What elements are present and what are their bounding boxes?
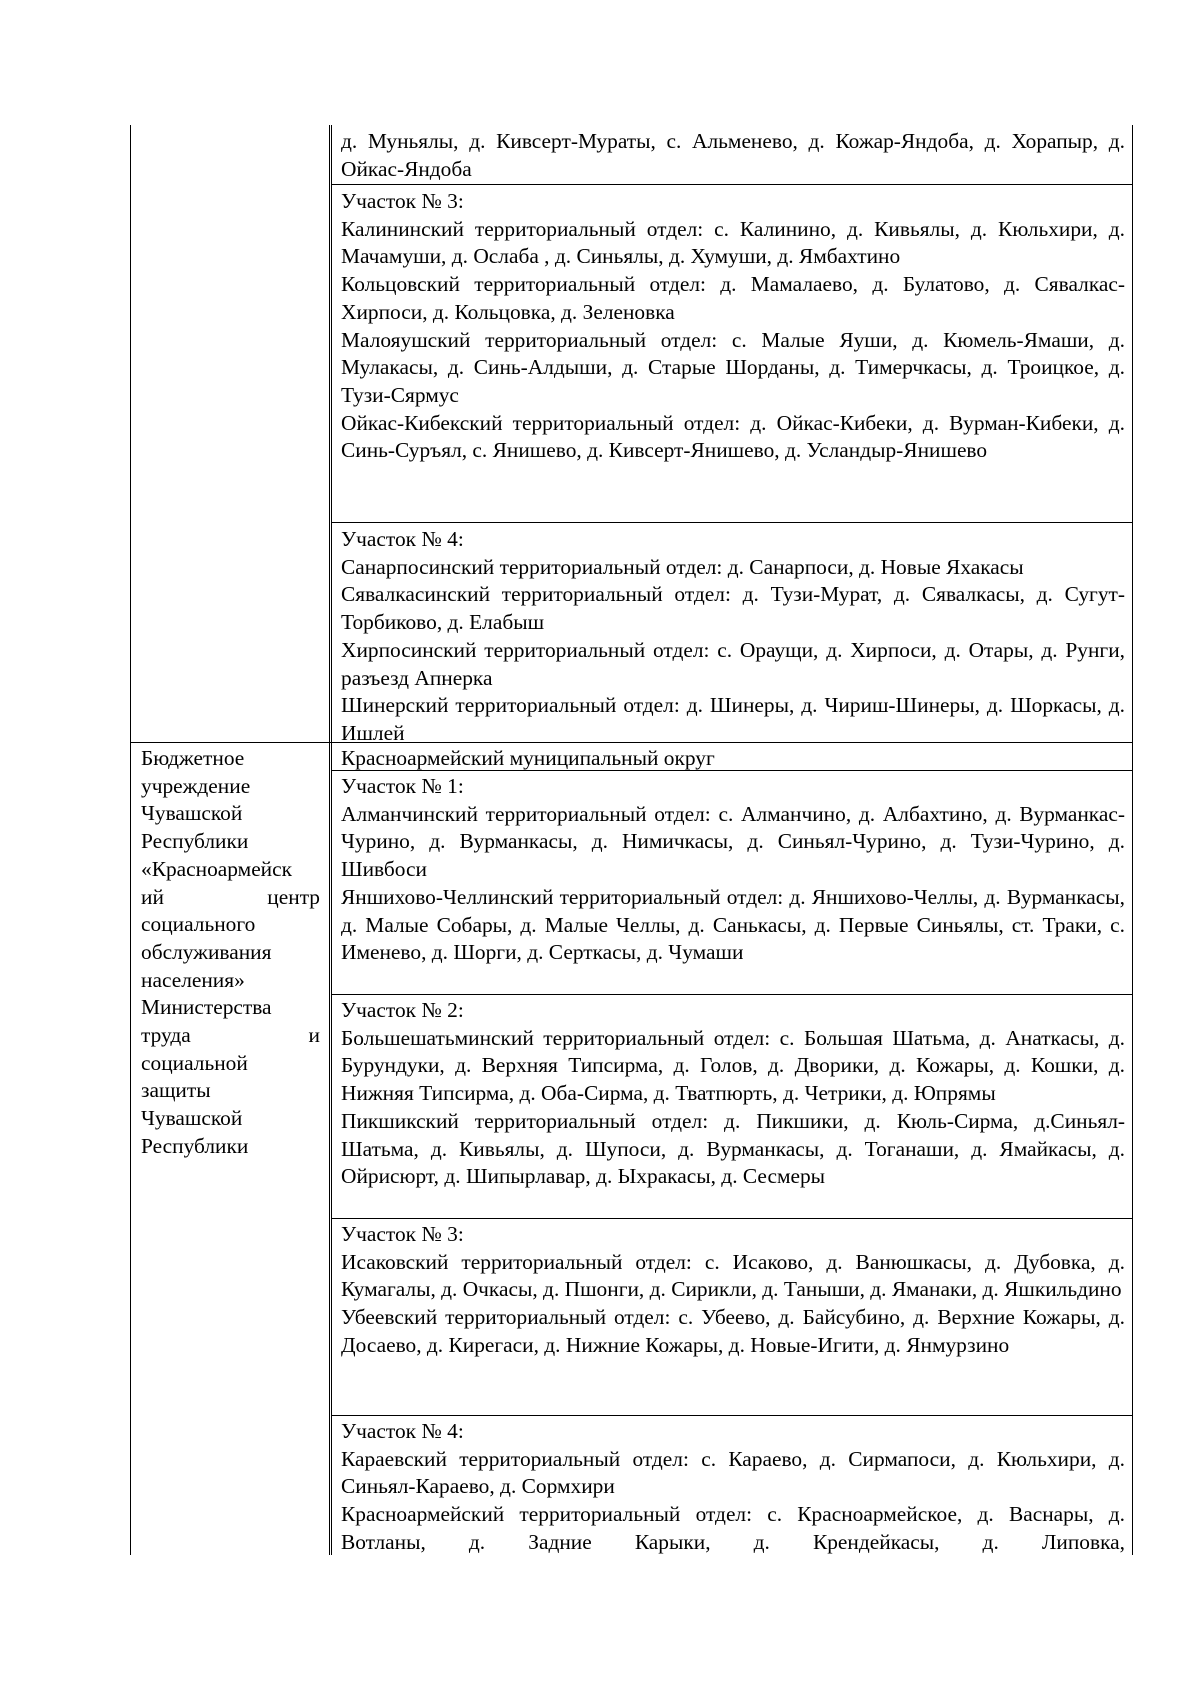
- territorial-dept-paragraph: Большешатьминский территориальный отдел: с. Большая Шатьма, д. Анаткасы, д. Бурундуки, д. Верхняя Типсирма, д. Голов, д. Дворики, д. Кожары, д. Кошки, д. Нижняя Типсирма, д. Оба-Сирма, д. Тватпюрть, д. Четрики, д. Юпрямы: [341, 1025, 1125, 1106]
- org-line: обслуживания: [141, 939, 272, 964]
- uchastok-title: Участок № 3:: [341, 189, 464, 213]
- row-divider: [331, 522, 1133, 523]
- territorial-dept-paragraph: Яншихово-Челлинский территориальный отдел: д. Яншихово-Челлы, д. Вурманкасы, д. Малые Собары, д. Малые Челлы, д. Санькасы, д. Первые Синьялы, ст. Траки, с. Именево, д. Шорги, д. Серткасы, д. Чумаши: [341, 884, 1125, 965]
- row-divider: [331, 994, 1133, 995]
- territorial-dept-paragraph: Калининский территориальный отдел: с. Калинино, д. Кивьялы, д. Кюльхири, д. Мачамуши, д. Ослаба , д. Синьялы, д. Хумуши, д. Ямбахтино: [341, 216, 1125, 269]
- cell-continuation: [341, 128, 1125, 183]
- territorial-dept-paragraph: Убеевский территориальный отдел: с. Убеево, д. Байсубино, д. Верхние Кожары, д. Досаево, д. Кирегаси, д. Нижние Кожары, д. Новые-Игити, д. Янмурзино: [341, 1305, 1125, 1357]
- org-line: Республики: [141, 829, 249, 854]
- org-line: социальной: [141, 1050, 248, 1075]
- org-line: ий центр: [141, 884, 320, 909]
- uchastok-title: Участок № 1:: [341, 774, 464, 798]
- org-line: труда и: [141, 1023, 320, 1048]
- territorial-dept-paragraph: Красноармейский территориальный отдел: с. Красноармейское, д. Васнары, д. Вотланы, д. Задние Карыки, д. Крендейкасы, д. Липовка,: [341, 1502, 1125, 1554]
- uchastok-title: Участок № 2:: [341, 998, 464, 1022]
- territorial-dept-paragraph: Малояушский территориальный отдел: с. Малые Яуши, д. Кюмель-Ямаши, д. Мулакасы, д. Синь-Алдыши, д. Старые Шорданы, д. Тимерчкасы, д. Троицкое, д. Тузи-Сярмус: [341, 327, 1125, 407]
- territorial-dept-paragraph: Исаковский территориальный отдел: с. Исаково, д. Ванюшкасы, д. Дубовка, д. Кумагалы, д. Очкасы, д. Пшонги, д. Сирикли, д. Таныши, д. Яманаки, д. Яшкильдино: [341, 1249, 1125, 1302]
- org-line: Чувашской: [141, 801, 243, 826]
- territorial-dept-paragraph: Ойкас-Кибекский территориальный отдел: д. Ойкас-Кибеки, д. Вурман-Кибеки, д. Синь-Суръял, с. Янишево, д. Кивсерт-Янишево, д. Усландыр-Янишево: [341, 410, 1125, 463]
- org-line: защиты: [141, 1078, 211, 1103]
- territorial-dept-paragraph: Пикшикский территориальный отдел: д. Пикшики, д. Кюль-Сирма, д.Синьял-Шатьма, д. Кивьялы, д. Шупоси, д. Вурманкасы, д. Тоганаши, д. Ямайкасы, д. Ойрисюрт, д. Шипырлавар, д. Ыхракасы, д. Сесмеры: [341, 1108, 1125, 1189]
- territorial-dept-paragraph: Караевский территориальный отдел: с. Караево, д. Сирмапоси, д. Кюльхири, д. Синьял-Караево, д. Сормхири: [341, 1446, 1125, 1499]
- settlement-list: д. Муньялы, д. Кивсерт-Мураты, с. Альменево, д. Кожар-Яндоба, д. Хорапыр, д. Ойкас-Яндоба: [341, 129, 1125, 181]
- table-border-left: [130, 125, 131, 1555]
- district-name: Красноармейский муниципальный округ: [341, 746, 715, 770]
- row-divider: [331, 1415, 1133, 1416]
- org-line: Республики: [141, 1133, 249, 1158]
- uchastok-title: Участок № 4:: [341, 527, 464, 551]
- cell-uchastok-1: [341, 773, 1125, 967]
- org-line: Бюджетное: [141, 746, 245, 770]
- cell-uchastok-2: [341, 997, 1125, 1191]
- column-divider-inner: [331, 125, 332, 1555]
- column-divider-outer: [329, 125, 330, 1555]
- org-line: социального: [141, 912, 256, 937]
- cell-uchastok-4-top: [341, 526, 1125, 748]
- cell-uchastok-3-top: [341, 188, 1125, 465]
- org-line: учреждение: [141, 773, 251, 798]
- organization-name: [141, 745, 320, 1161]
- territorial-dept-paragraph: Алманчинский территориальный отдел: с. Алманчино, д. Албахтино, д. Вурманкас-Чурино, д. Вурманкасы, д. Нимичкасы, д. Синьял-Чурино, д. Тузи-Чурино, д. Шивбоси: [341, 801, 1125, 882]
- org-line: населения»: [141, 967, 245, 992]
- row-divider: [331, 184, 1133, 185]
- uchastok-title: Участок № 4:: [341, 1419, 464, 1443]
- cell-uchastok-4: [341, 1418, 1125, 1557]
- row-divider: [331, 1218, 1133, 1219]
- org-line: «Красноармейск: [141, 856, 293, 881]
- territorial-dept-paragraph: Кольцовский территориальный отдел: д. Мамалаево, д. Булатово, д. Сявалкас-Хирпоси, д. Кольцовка, д. Зеленовка: [341, 272, 1125, 324]
- territorial-dept-paragraph: Санарпосинский территориальный отдел: д. Санарпоси, д. Новые Яхакасы: [341, 554, 1024, 579]
- table-border-right: [1132, 125, 1133, 1555]
- cell-district: [341, 745, 1125, 773]
- cell-uchastok-3: [341, 1221, 1125, 1360]
- uchastok-title: Участок № 3:: [341, 1222, 464, 1246]
- territorial-dept-paragraph: Сявалкасинский территориальный отдел: д. Тузи-Мурат, д. Сявалкасы, д. Сугут-Торбиково, д. Елабыш: [341, 582, 1125, 635]
- territorial-dept-paragraph: Шинерский территориальный отдел: д. Шинеры, д. Чириш-Шинеры, д. Шоркасы, д. Ишлей: [341, 693, 1125, 745]
- territorial-dept-paragraph: Хирпосинский территориальный отдел: с. Ораущи, д. Хирпоси, д. Отары, д. Рунги, разъезд Апнерка: [341, 637, 1125, 690]
- org-line: Министерства: [141, 995, 272, 1020]
- org-line: Чувашской: [141, 1106, 243, 1131]
